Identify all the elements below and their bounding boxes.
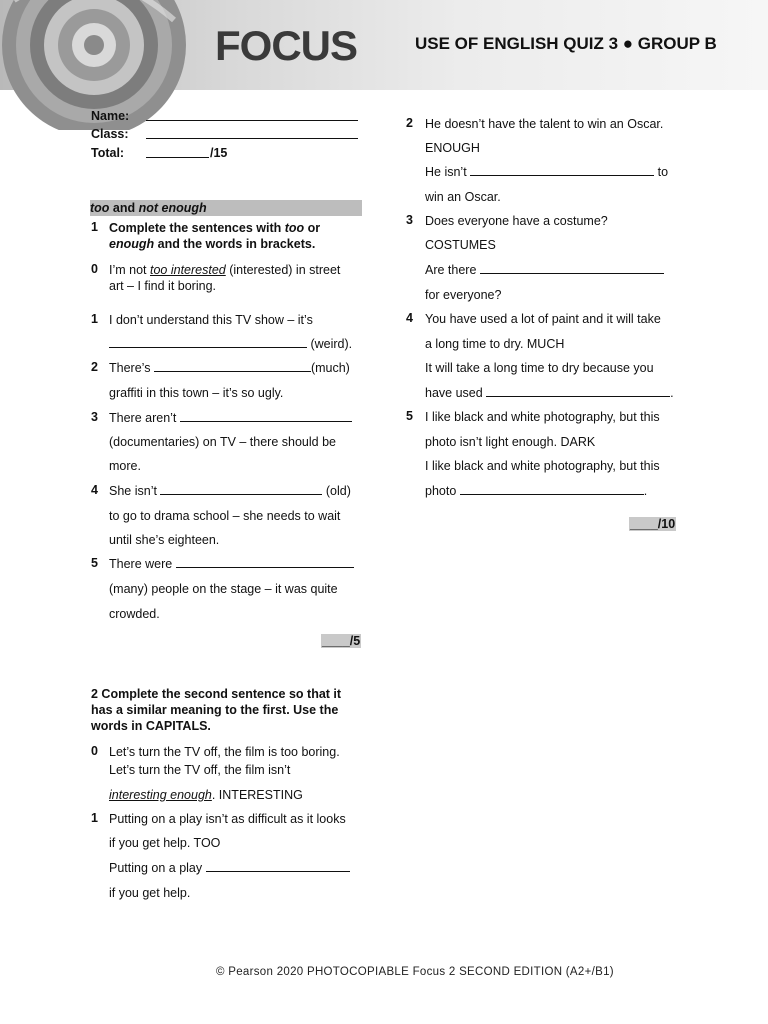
- item-number: 1: [91, 312, 98, 326]
- section1-example: I’m not too interested (interested) in street art – I find it boring.: [109, 263, 341, 293]
- class-field[interactable]: [146, 126, 358, 139]
- item-text: There aren’t: [109, 410, 352, 426]
- answer-blank[interactable]: [486, 385, 670, 397]
- answer-blank[interactable]: [154, 360, 311, 372]
- item-text: (documentaries) on TV – there should be: [109, 435, 336, 449]
- item-text: to go to drama school – she needs to wait: [109, 509, 341, 523]
- item-text: graffiti in this town – it’s so ugly.: [109, 386, 284, 400]
- focus-logo-text: FOCUS: [215, 22, 357, 69]
- item-number: 4: [91, 483, 98, 497]
- item-number: 3: [406, 213, 413, 227]
- item-number: 5: [91, 556, 98, 570]
- item-text: She isn’t (old): [109, 484, 351, 498]
- section1-heading: too and not enough: [90, 200, 362, 216]
- item-text: I like black and white photography, but this: [425, 459, 660, 473]
- item-number: 1: [91, 811, 98, 825]
- item-text: a long time to dry. MUCH: [425, 337, 565, 351]
- item-text: I don’t understand this TV show – it’s: [109, 313, 313, 327]
- item-number: 3: [91, 410, 98, 424]
- example-answer: too interested: [150, 263, 226, 277]
- item-number: 5: [406, 409, 413, 423]
- item-text: crowded.: [109, 607, 160, 621]
- item-text: Are there: [425, 262, 664, 278]
- section2-instruction: 2 Complete the second sentence so that it has a similar meaning to the first. Use the words in CAPITALS.: [91, 687, 342, 733]
- item-text: You have used a lot of paint and it will take: [425, 312, 661, 326]
- section1-score: ____/5: [322, 634, 361, 648]
- answer-blank[interactable]: [176, 556, 354, 568]
- item-text: Putting on a play: [109, 860, 350, 876]
- item-text: Putting on a play isn’t as difficult as it looks: [109, 812, 346, 826]
- item-text: have used .: [425, 386, 674, 400]
- item-text: Does everyone have a costume?: [425, 214, 608, 228]
- section1-example-number: 0: [91, 262, 98, 276]
- item-text: win an Oscar.: [425, 190, 501, 204]
- item-text: He doesn’t have the talent to win an Oscar.: [425, 117, 664, 131]
- answer-blank[interactable]: [206, 860, 350, 872]
- example-answer: interesting enough: [109, 788, 212, 802]
- item-text: There’s (much): [109, 361, 350, 375]
- item-number: 2: [406, 116, 413, 130]
- class-label: Class:: [91, 127, 129, 141]
- answer-blank[interactable]: [460, 483, 644, 495]
- page-header: [0, 0, 768, 90]
- answer-blank[interactable]: [480, 262, 664, 274]
- item-text: if you get help. TOO: [109, 836, 221, 850]
- total-field[interactable]: [146, 145, 209, 158]
- item-number: 2: [91, 360, 98, 374]
- name-label: Name:: [91, 109, 130, 123]
- page-footer: © Pearson 2020 PHOTOCOPIABLE Focus 2 SECOND EDITION (A2+/B1): [216, 966, 614, 978]
- item-text: I like black and white photography, but this: [425, 410, 660, 424]
- item-number: 4: [406, 311, 413, 325]
- item-text: He isn’t to: [425, 165, 669, 179]
- answer-blank[interactable]: [109, 336, 307, 348]
- item-text: There were: [109, 556, 354, 572]
- section2-score: ____/10: [630, 517, 676, 531]
- item-text: ENOUGH: [425, 141, 480, 155]
- item-text: photo .: [425, 484, 648, 498]
- section1-instruction-number: 1: [91, 220, 98, 234]
- section2-example-line1: Let’s turn the TV off, the film is too boring.: [109, 745, 340, 759]
- item-text: photo isn’t light enough. DARK: [425, 435, 596, 449]
- item-text: COSTUMES: [425, 238, 496, 252]
- section2-example-number: 0: [91, 744, 98, 758]
- answer-blank[interactable]: [470, 164, 654, 176]
- total-label: Total:: [91, 146, 125, 160]
- quiz-title: USE OF ENGLISH QUIZ 3 ● GROUP B: [415, 34, 717, 53]
- answer-blank[interactable]: [180, 410, 352, 422]
- item-text: (many) people on the stage – it was quite: [109, 582, 338, 596]
- section1-instruction: Complete the sentences with too or enough and the words in brackets.: [109, 221, 321, 251]
- item-text: more.: [109, 459, 141, 473]
- total-max: /15: [210, 146, 228, 160]
- item-text: for everyone?: [425, 288, 502, 302]
- item-text: if you get help.: [109, 886, 191, 900]
- name-field[interactable]: [146, 108, 358, 121]
- item-text: It will take a long time to dry because you: [425, 361, 654, 375]
- item-text: until she’s eighteen.: [109, 533, 220, 547]
- section2-example-line3: interesting enough. INTERESTING: [109, 788, 303, 802]
- section2-example-line2: Let’s turn the TV off, the film isn’t: [109, 763, 291, 777]
- answer-blank[interactable]: [160, 483, 322, 495]
- item-answer-line: (weird).: [109, 336, 352, 352]
